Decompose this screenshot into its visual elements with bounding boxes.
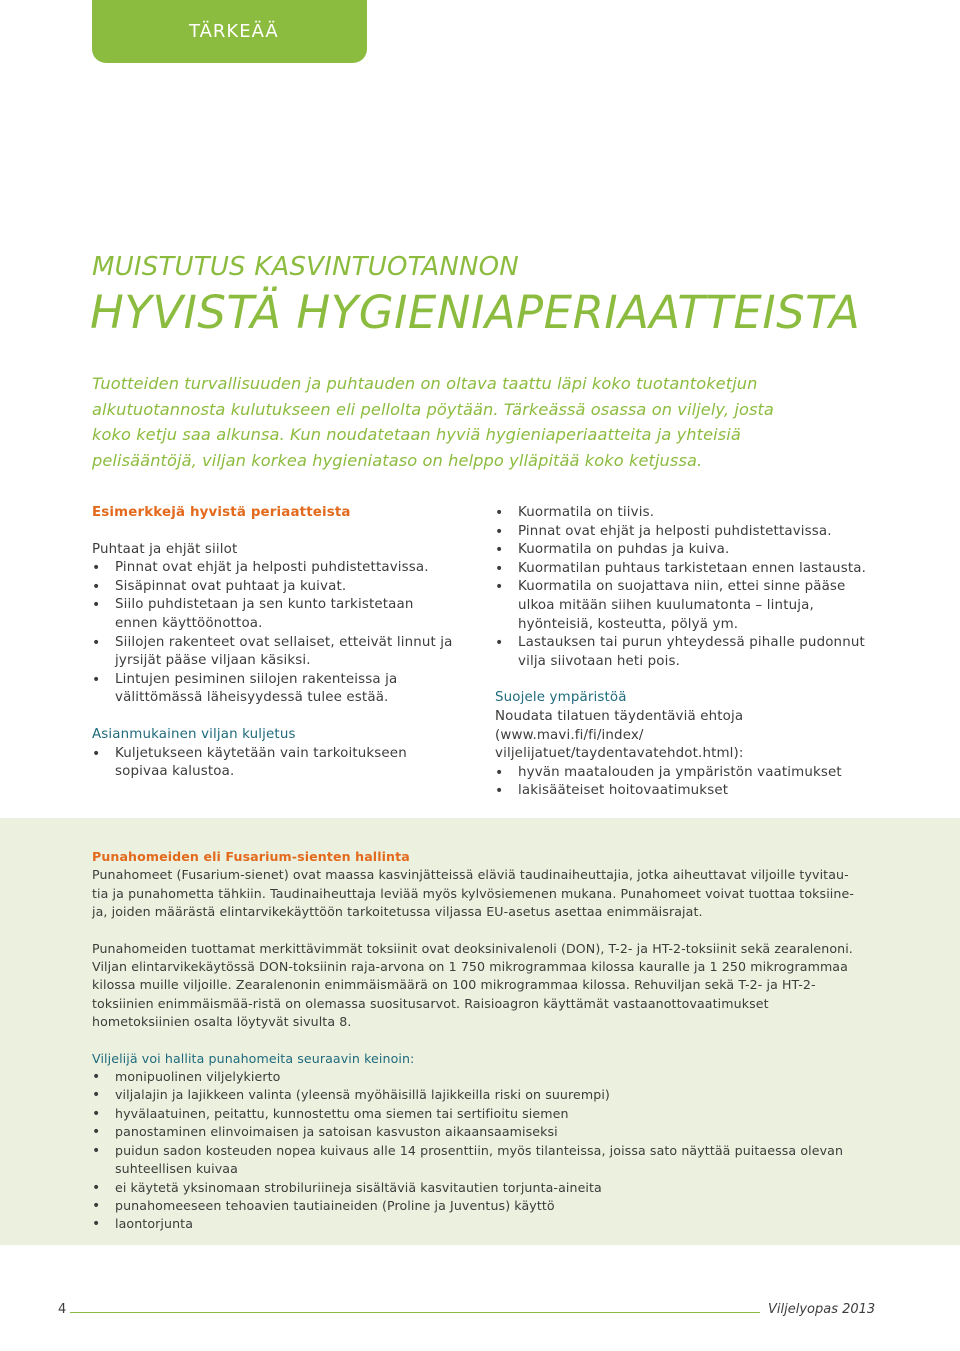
- list-item: • monipuolinen viljelykierto: [92, 1068, 860, 1086]
- examples-heading: Esimerkkejä hyvistä periaatteista: [92, 505, 351, 520]
- silot-title: Puhtaat ja ehjät siilot: [92, 541, 238, 557]
- list-item: • laontorjunta: [92, 1215, 860, 1233]
- fusarium-paragraph: Punahomeet (Fusarium-sienet) ovat maassa kasvinjätteissä eläviä taudinaiheuttajia, jotka aiheuttavat viljoille tyvitau-tia ja punahometta tähkiin. Taudinaiheuttaja leviää myös kylvösiemenen mukana. Punahomeet voivat tuottaa toksiine-ja, joiden määrästä elintarvikekäyttöön tarkoitetussa viljassa EU-asetus asettaa enimmäisrajat.: [92, 867, 854, 920]
- header-tab-label: TÄRKEÄÄ: [189, 21, 279, 42]
- control-methods-title: Viljelijä voi hallita punahomeita seuraavin keinoin:: [92, 1050, 415, 1066]
- intro-line: Tuotteiden turvallisuuden ja puhtauden on oltava taattu läpi koko tuotantoketjun: [92, 374, 758, 393]
- page-number: 4: [58, 1302, 67, 1317]
- cargo-list: [495, 504, 885, 671]
- list-item: • Kuormatilan puhtaus tarkistetaan ennen lastausta.: [495, 560, 885, 579]
- list-item: • panostaminen elinvoimaisen ja satoisan kasvuston aikaansaamiseksi: [92, 1123, 860, 1141]
- list-item: • Siilojen rakenteet ovat sellaiset, etteivät linnut ja jyrsijät pääse viljaan käsiksi.: [92, 634, 460, 671]
- list-item: • hyvän maatalouden ja ympäristön vaatimukset: [495, 764, 885, 783]
- intro-line: alkutuotannosta kulutukseen eli pellolta pöytään. Tärkeässä osassa on viljely, josta: [92, 399, 774, 419]
- header-tab: [92, 0, 367, 63]
- toxins-paragraph: Punahomeiden tuottamat merkittävimmät toksiinit ovat deoksinivalenoli (DON), T-2- ja HT-2-toksiinit sekä zearalenoni. Viljan elintarvikekäytössä DON-toksiinin raja-arvona on 1 750 mikrogrammaa kilossa kauralle ja 1 250 mikrogrammaa kilossa muille viljoille. Zearalenonin enimmäismäärä on 100 mikrogrammaa kilossa. Rehuviljan sekä T-2- ja HT-2-toksiinien enimmäismää-ristä on olemassa suositusarvot. Raisioagron käyttämät vastaanottovaatimukset hometoksiinien osalta löytyvät sivulta 8.: [92, 940, 853, 1030]
- environment-title: Suojele ympäristöä: [495, 690, 627, 706]
- environment-list: [495, 764, 885, 801]
- list-item: • punahomeeseen tehoavien tautiaineiden (Proline ja Juventus) käyttö: [92, 1197, 860, 1215]
- transport-title: Asianmukainen viljan kuljetus: [92, 726, 296, 742]
- left-column: [92, 504, 460, 782]
- intro-line: koko ketju saa alkunsa. Kun noudatetaan hyviä hygieniaperiaatteita ja yhteisiä: [92, 425, 741, 444]
- environment-text: Noudata tilatuen täydentäviä ehtoja (www.mavi.fi/fi/index/ viljelijatuet/taydentavatehdot.html):: [495, 708, 744, 762]
- publication-name: Viljelyopas 2013: [768, 1302, 876, 1317]
- silot-list: [92, 559, 460, 708]
- transport-list: [92, 745, 460, 782]
- list-item: • viljalajin ja lajikkeen valinta (yleensä myöhäisillä lajikkeilla riski on suurempi): [92, 1086, 860, 1104]
- page-title: HYVISTÄ HYGIENIAPERIAATTEISTA: [90, 286, 861, 339]
- list-item: • Pinnat ovat ehjät ja helposti puhdistettavissa.: [495, 523, 885, 542]
- page-kicker: MUISTUTUS KASVINTUOTANNON: [92, 252, 519, 282]
- list-item: • Kuljetukseen käytetään vain tarkoitukseen sopivaa kalustoa.: [92, 745, 460, 782]
- list-item: • Pinnat ovat ehjät ja helposti puhdistettavissa.: [92, 559, 460, 578]
- intro-line: pelisääntöjä, viljan korkea hygieniataso on helppo ylläpitää koko ketjussa.: [92, 450, 703, 470]
- list-item: • Siilo puhdistetaan ja sen kunto tarkistetaan ennen käyttöönottoa.: [92, 596, 460, 633]
- list-item: • Lastauksen tai purun yhteydessä pihalle pudonnut vilja siivotaan heti pois.: [495, 634, 885, 671]
- list-item: • ei käytetä yksinomaan strobiluriineja sisältäviä kasvitautien torjunta-aineita: [92, 1179, 860, 1197]
- intro-paragraph: [92, 371, 852, 473]
- list-item: • Lintujen pesiminen siilojen rakenteissa ja välittömässä läheisyydessä tulee estää.: [92, 671, 460, 708]
- list-item: • Kuormatila on tiivis.: [495, 504, 885, 523]
- control-methods-list: [92, 1068, 860, 1234]
- fusarium-heading: Punahomeiden eli Fusarium-sienten hallinta: [92, 849, 410, 864]
- right-column: [495, 504, 885, 801]
- list-item: • Kuormatila on puhdas ja kuiva.: [495, 541, 885, 560]
- list-item: • puidun sadon kosteuden nopea kuivaus alle 14 prosenttiin, myös tilanteissa, joissa sato näyttää puitaessa olevan suhteellisen kuivaa: [92, 1142, 860, 1179]
- fusarium-box: [0, 818, 960, 1245]
- list-item: • hyvälaatuinen, peitattu, kunnostettu oma siemen tai sertifioitu siemen: [92, 1105, 860, 1123]
- footer-divider: [70, 1312, 760, 1313]
- list-item: • Sisäpinnat ovat puhtaat ja kuivat.: [92, 578, 460, 597]
- list-item: • Kuormatila on suojattava niin, ettei sinne pääse ulkoa mitään siihen kuulumatonta – lintuja, hyönteisiä, kosteutta, pölyä ym.: [495, 578, 885, 634]
- list-item: • lakisääteiset hoitovaatimukset: [495, 782, 885, 801]
